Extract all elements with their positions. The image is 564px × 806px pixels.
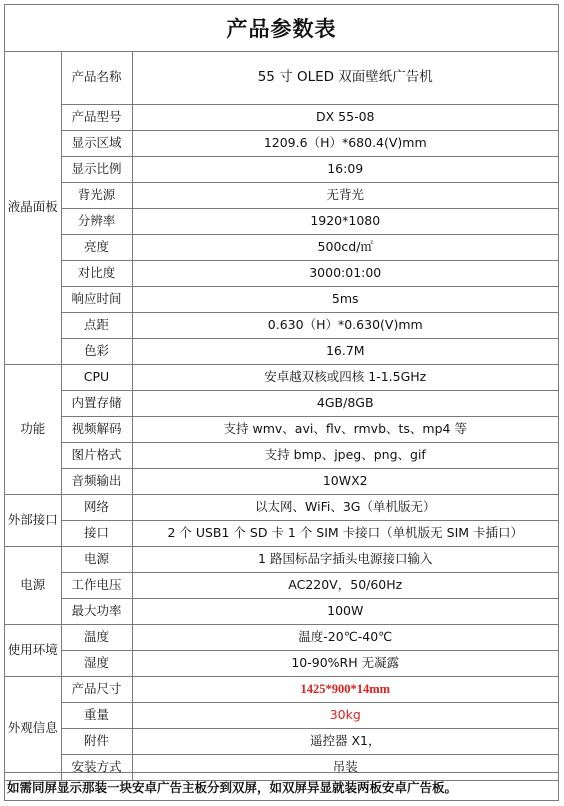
table-row [5, 676, 558, 702]
param-value: 4GB/8GB [132, 390, 558, 416]
table-row [5, 130, 558, 156]
group-label-appearance: 外观信息 [5, 676, 61, 780]
param-name: 图片格式 [61, 442, 132, 468]
param-value: 1 路国标品字插头电源接口输入 [132, 546, 558, 572]
table-row [5, 468, 558, 494]
param-name: 附件 [61, 728, 132, 754]
param-name: 分辨率 [61, 208, 132, 234]
param-name: 视频解码 [61, 416, 132, 442]
param-value: 温度-20℃-40℃ [132, 624, 558, 650]
param-name: CPU [61, 364, 132, 390]
table-row [5, 234, 558, 260]
param-value: 支持 bmp、jpeg、png、gif [132, 442, 558, 468]
spec-table [5, 51, 558, 781]
table-row [5, 494, 558, 520]
param-value: 1920*1080 [132, 208, 558, 234]
param-name: 最大功率 [61, 598, 132, 624]
param-value: 以太网、WiFi、3G（单机版无） [132, 494, 558, 520]
param-value: 1209.6（H）*680.4(V)mm [132, 130, 558, 156]
param-value: 3000:01:00 [132, 260, 558, 286]
table-row [5, 208, 558, 234]
param-name: 显示比例 [61, 156, 132, 182]
param-name: 内置存储 [61, 390, 132, 416]
param-value: 10-90%RH 无凝露 [132, 650, 558, 676]
param-name: 色彩 [61, 338, 132, 364]
param-name: 响应时间 [61, 286, 132, 312]
param-name: 安装方式 [61, 754, 132, 780]
table-row [5, 416, 558, 442]
table-row [5, 624, 558, 650]
param-name: 显示区域 [61, 130, 132, 156]
table-row [5, 572, 558, 598]
table-row [5, 182, 558, 208]
param-value: 500cd/㎡ [132, 234, 558, 260]
group-label-environment: 使用环境 [5, 624, 61, 676]
param-value: 5ms [132, 286, 558, 312]
table-row [5, 338, 558, 364]
table-row [5, 702, 558, 728]
sheet-title: 产品参数表 [5, 5, 558, 52]
param-value: 10WX2 [132, 468, 558, 494]
param-name: 温度 [61, 624, 132, 650]
group-label-function: 功能 [5, 364, 61, 494]
group-label-external-interface: 外部接口 [5, 494, 61, 546]
param-value-size: 1425*900*14mm [132, 676, 558, 702]
param-name: 接口 [61, 520, 132, 546]
param-name: 网络 [61, 494, 132, 520]
param-value: 100W [132, 598, 558, 624]
param-value: 支持 wmv、avi、flv、rmvb、ts、mp4 等 [132, 416, 558, 442]
param-name: 亮度 [61, 234, 132, 260]
param-value: AC220V，50/60Hz [132, 572, 558, 598]
param-name: 电源 [61, 546, 132, 572]
param-name: 音频输出 [61, 468, 132, 494]
table-row [5, 51, 558, 104]
table-row [5, 598, 558, 624]
param-name: 产品名称 [61, 51, 132, 104]
param-value: 16:09 [132, 156, 558, 182]
table-row [5, 546, 558, 572]
table-row [5, 442, 558, 468]
param-name: 工作电压 [61, 572, 132, 598]
param-name: 湿度 [61, 650, 132, 676]
table-row [5, 260, 558, 286]
param-name: 重量 [61, 702, 132, 728]
table-row [5, 286, 558, 312]
param-value: 吊装 [132, 754, 558, 780]
spec-sheet [4, 4, 559, 801]
table-row [5, 520, 558, 546]
table-row [5, 390, 558, 416]
param-name: 产品型号 [61, 104, 132, 130]
param-value: 无背光 [132, 182, 558, 208]
table-row [5, 156, 558, 182]
param-value: 16.7M [132, 338, 558, 364]
table-row [5, 104, 558, 130]
table-row [5, 312, 558, 338]
table-row [5, 728, 558, 754]
param-name: 对比度 [61, 260, 132, 286]
footer-note: 如需同屏显示那装一块安卓广告主板分到双屏，如双屏异显就装两板安卓广告板。 [5, 772, 558, 800]
param-value-weight: 30kg [132, 702, 558, 728]
param-name: 点距 [61, 312, 132, 338]
param-value: 遥控器 X1， [132, 728, 558, 754]
group-label-power: 电源 [5, 546, 61, 624]
param-name: 背光源 [61, 182, 132, 208]
param-value: 55 寸 OLED 双面壁纸广告机 [132, 51, 558, 104]
param-value: 安卓越双核或四核 1-1.5GHz [132, 364, 558, 390]
param-name: 产品尺寸 [61, 676, 132, 702]
group-label-lcd-panel: 液晶面板 [5, 51, 61, 364]
param-value: 2 个 USB1 个 SD 卡 1 个 SIM 卡接口（单机版无 SIM 卡插口） [132, 520, 558, 546]
param-value: 0.630（H）*0.630(V)mm [132, 312, 558, 338]
table-row [5, 650, 558, 676]
param-value: DX 55-08 [132, 104, 558, 130]
table-row [5, 364, 558, 390]
